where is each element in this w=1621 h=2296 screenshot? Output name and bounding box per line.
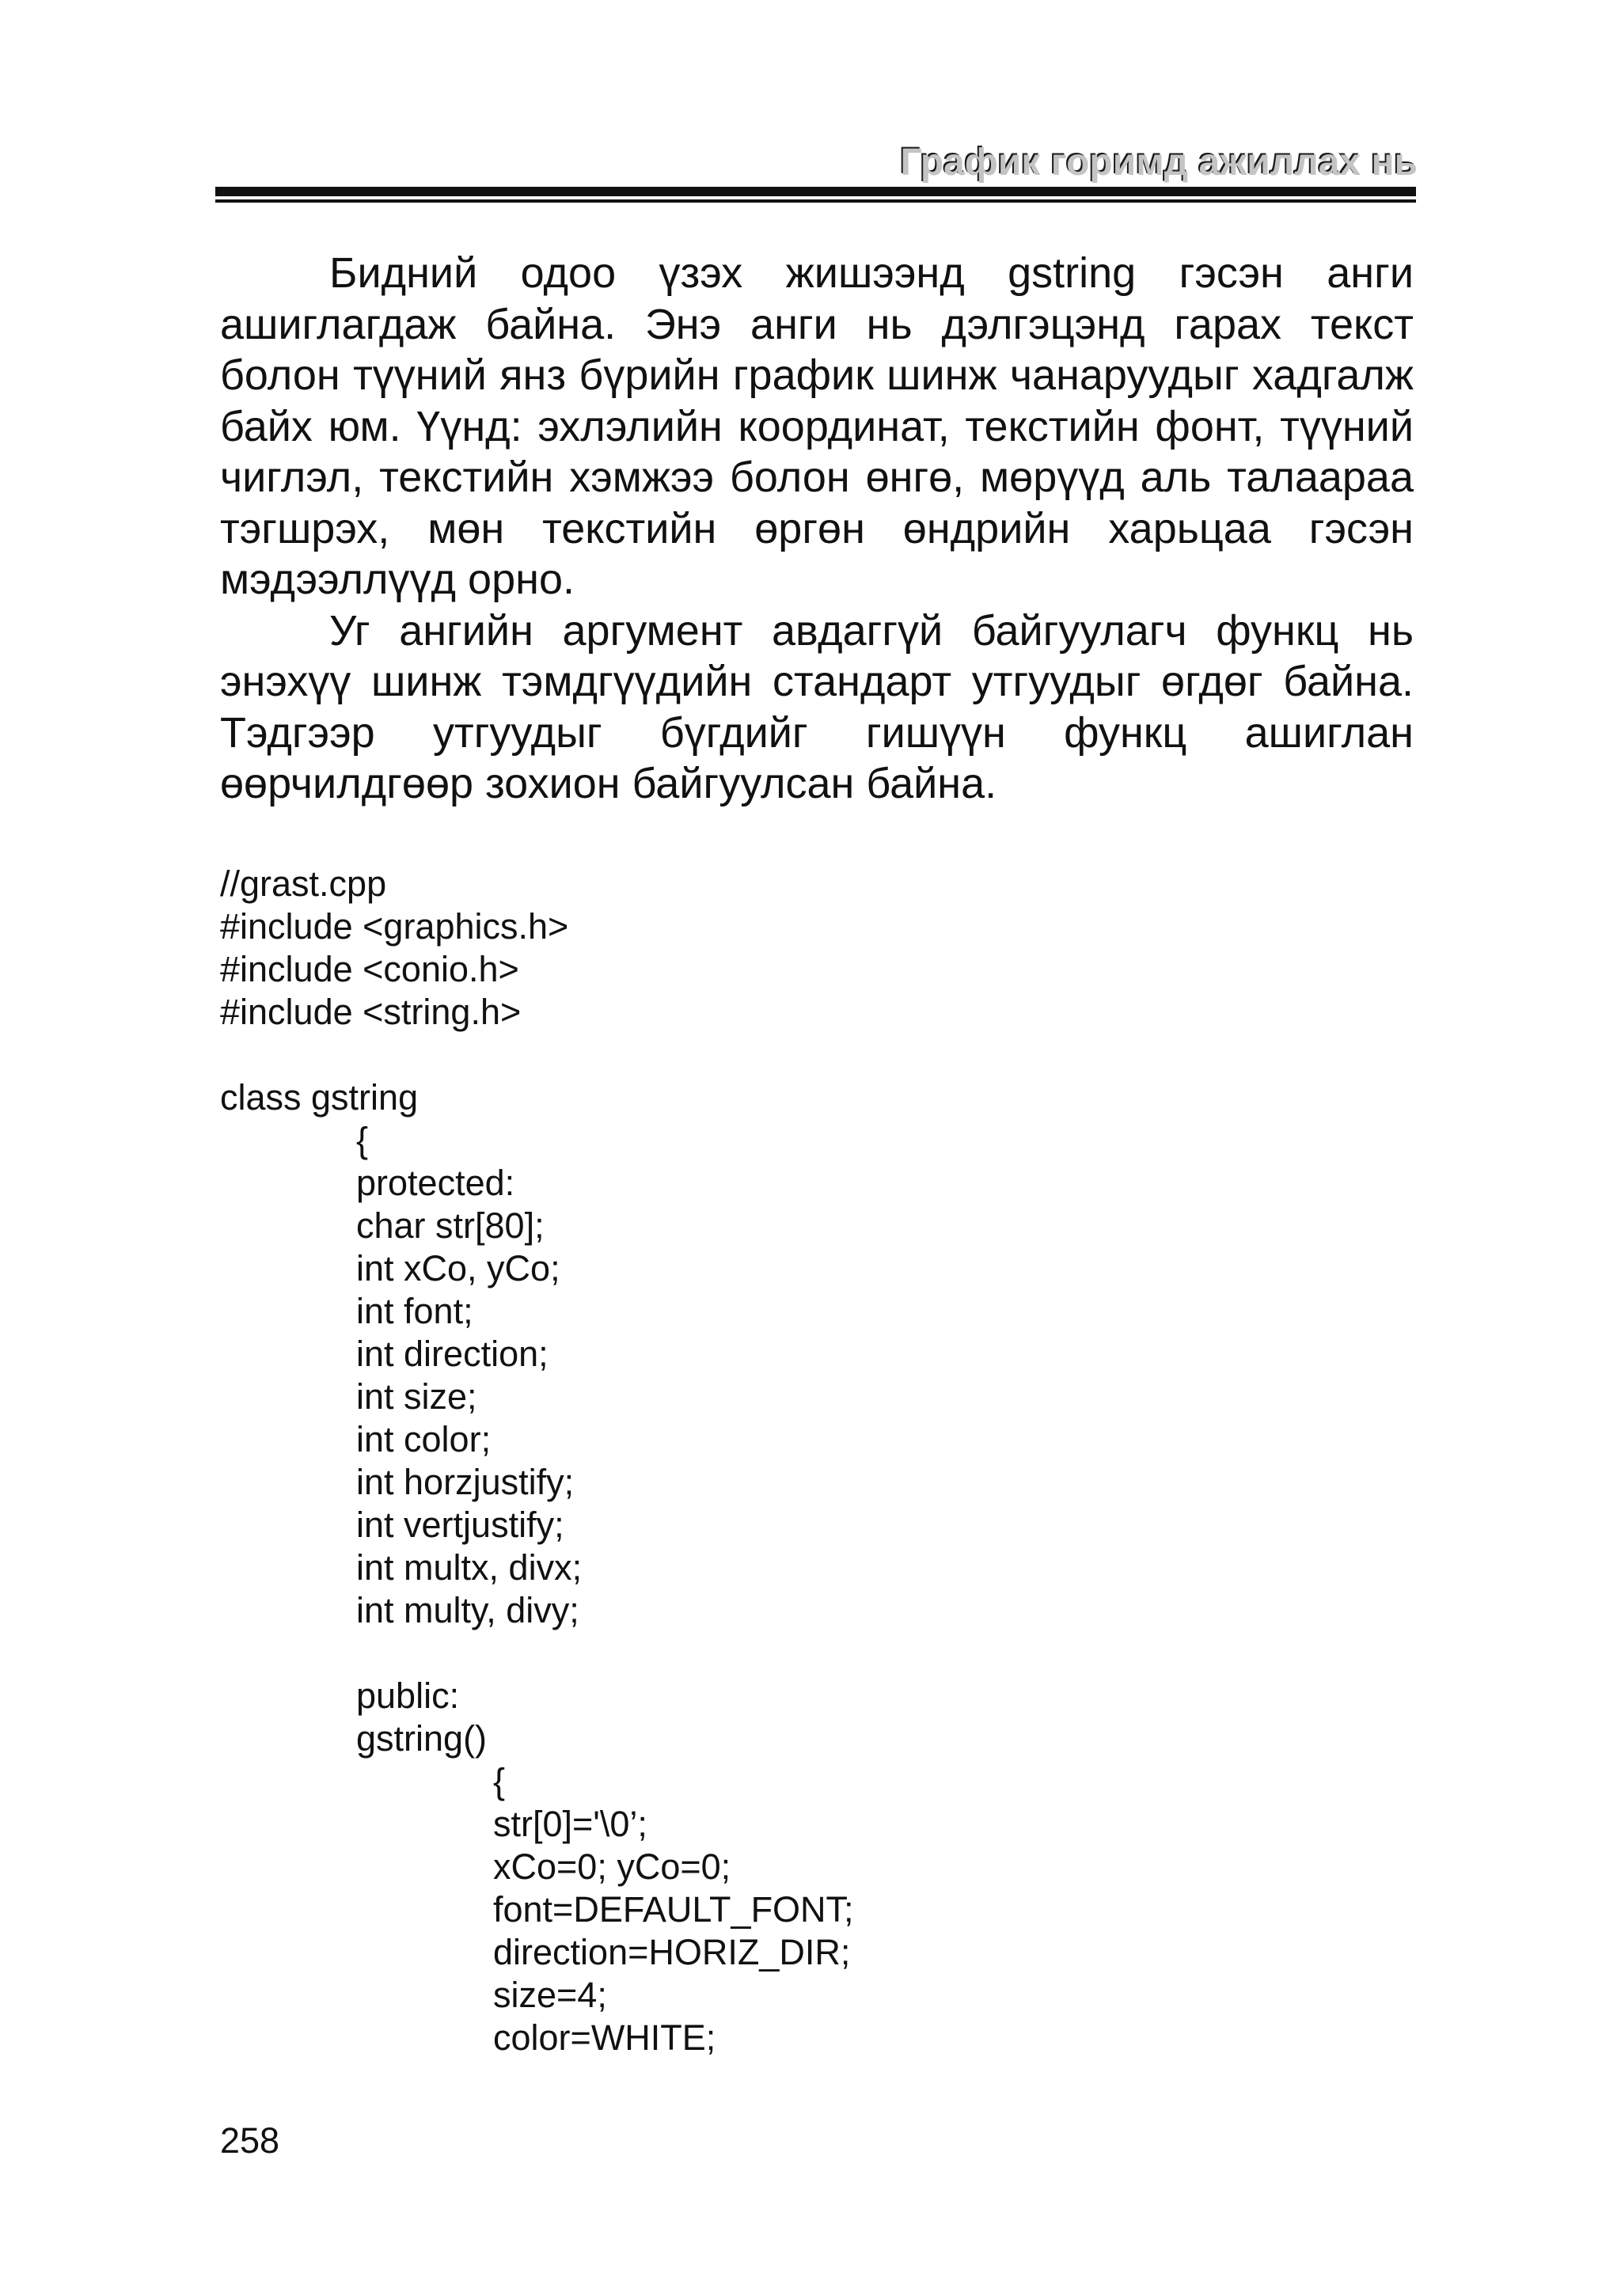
code-line: class gstring [220,1077,419,1118]
code-line: int direction; [356,1334,549,1374]
code-line: int size; [356,1376,477,1417]
code-line: //grast.cpp [220,863,387,904]
header-rule-thin [215,199,1416,203]
code-line: { [356,1120,369,1160]
code-line: public: [356,1676,460,1716]
code-line: color=WHITE; [493,2017,716,2058]
code-line: int multx, divx; [356,1547,583,1588]
code-line: int multy, divy; [356,1590,579,1630]
body-text [220,248,1414,810]
running-header-title: График горимд ажиллах нь [900,142,1418,184]
code-line-blank [220,1034,1414,1076]
code-line: xCo=0; yCo=0; [493,1846,731,1887]
code-line: protected: [356,1163,515,1203]
code-line: int font; [356,1291,473,1331]
code-listing [220,863,1414,2059]
paragraph-1: Бидний одоо үзэх жишээнд gstring гэсэн анги ашиглагдаж байна. Энэ анги нь дэлгэцэнд гарах текст болон түүний янз бүрийн график шинж чанаруудыг хадгалж байх юм. Үүнд: эхлэлийн координат, текстийн фонт, түүний чиглэл, текстийн хэмжээ болон өнгө, мөрүүд аль талаараа тэгшрэх, мөн текстийн өргөн өндрийн харьцаа гэсэн мэдээллүүд орно. [220,249,1414,603]
header-rule-thick [215,187,1416,196]
code-line: direction=HORIZ_DIR; [493,1932,851,1972]
code-line: size=4; [493,1975,607,2015]
code-line: int color; [356,1419,492,1459]
paragraph-2: Уг ангийн аргумент авдаггүй байгуулагч функц нь энэхүү шинж тэмдгүүдийн стандарт утгуудыг өгдөг байна. Тэдгээр утгуудыг бүгдийг гишүүн функц ашиглан өөрчилдгөөр зохион байгуулсан байна. [220,606,1414,807]
code-line: #include <string.h> [220,992,522,1032]
code-line: int horzjustify; [356,1462,575,1502]
code-line: { [493,1761,506,1801]
code-line: #include <graphics.h> [220,906,569,947]
page-number: 258 [220,2120,280,2161]
code-line: char str[80]; [356,1205,545,1246]
code-line-blank [220,1632,1414,1675]
code-line: int xCo, yCo; [356,1248,560,1288]
code-line: str[0]='\0’; [493,1804,647,1844]
code-line: #include <conio.h> [220,949,519,989]
code-line: int vertjustify; [356,1505,564,1545]
code-line: gstring() [356,1718,488,1759]
code-line: font=DEFAULT_FONT; [493,1889,854,1930]
